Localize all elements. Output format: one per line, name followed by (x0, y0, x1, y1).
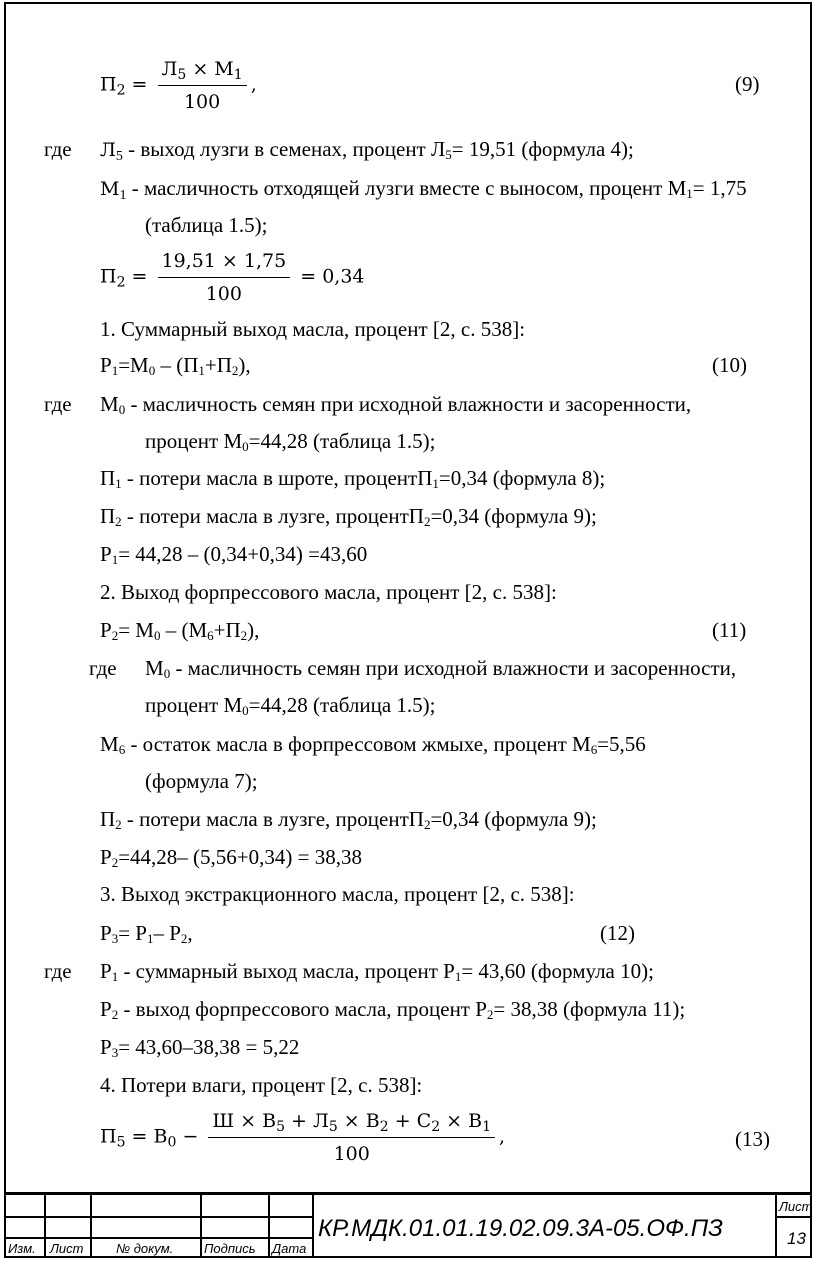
definition-p2: $П_2$ - потери масла в лузге, процентП$_2$=0,34 (формула 9); (100, 504, 597, 529)
where-word: где (44, 137, 72, 161)
definition-m0-b-cont: процент $М_0=44,28$ (таблица 1.5); (145, 693, 436, 718)
item-1-heading: 1. Суммарный выход масла, процент [2, с. 538]: (100, 317, 526, 341)
where-word: где (89, 656, 117, 680)
item-2-heading: 2. Выход форпрессового масла, процент [2, с. 538]: (100, 580, 557, 604)
equation-number-9: (9) (735, 72, 760, 96)
stamp-label-list: Лист (50, 1241, 84, 1256)
stamp-label-sign: Подпись (204, 1241, 256, 1256)
definition-m6: $М_6$ - остаток масла в форпрессовом жмыхе, процент $М_6=5,56$ (100, 732, 646, 757)
where-word: где (44, 959, 72, 983)
formula-9: $П_2$ = $\frac{Л_5 \times М_1}{100}$ , (100, 58, 257, 113)
title-block (4, 1192, 812, 1258)
calc-10: $Р_1= 44,28 - (0,34+0,34) =43,60$ (100, 542, 368, 567)
definition-m1-cont: (таблица 1.5); (145, 213, 268, 237)
equation-number-13: (13) (735, 1127, 770, 1151)
formula-13: $П_5 = В_0$ − $\frac{Ш \times В_5 + Л_5 \times В_2 + С_2 \times В_1}{100}$ , (100, 1110, 506, 1165)
stamp-label-izm: Изм. (8, 1241, 36, 1256)
item-3-heading: 3. Выход экстракционного масла, процент [2, с. 538]: (100, 882, 575, 906)
definition-r1: $Р_1$ - суммарный выход масла, процент $Р_1= 43,60$ (формула 10); (100, 959, 654, 984)
calc-9: $П_2$ = $\frac{19,51 \times 1,75}{100}$ = 0,34 (100, 250, 365, 305)
sheet-number: 13 (787, 1229, 806, 1248)
definition-m6-cont: (формула 7); (145, 769, 258, 793)
calc-11: $Р_2=44,28-$ (5,56+0,34) = 38,38 (100, 845, 362, 870)
stamp-label-date: Дата (272, 1241, 307, 1256)
definition-m0-cont: процент $М_0=44,28$ (таблица 1.5); (145, 429, 436, 454)
formula-11: $Р_2= М_0 - (М_6+П_2)$, (100, 618, 260, 643)
definition-p1: $П_1$ - потери масла в шроте, процентП$_1$=0,34 (формула 8); (100, 466, 606, 491)
formula-12: $Р_3= Р_1-$ $Р_2$, (100, 921, 193, 946)
definition-p2-b: $П_2$ - потери масла в лузге, процентП$_2$=0,34 (формула 9); (100, 807, 597, 832)
sheet-label: Лист (779, 1199, 813, 1214)
where-word: где (44, 392, 72, 416)
definition-m0-b: $М_0$ - масличность семян при исходной влажности и засоренности, (145, 656, 737, 681)
item-4-heading: 4. Потери влаги, процент [2, с. 538]: (100, 1073, 423, 1097)
formula-10: $Р_1=М_0 - (П_1+П_2)$, (100, 353, 251, 378)
definition-l5: Л5 - выход лузги в семенах, процент $Л_5= 19,51$ (формула 4); (100, 137, 634, 164)
definition-r2: $Р_2$ - выход форпрессового масла, процент $Р_2= 38,38$ (формула 11); (100, 997, 686, 1022)
definition-m0: $М_0$ - масличность семян при исходной влажности и засоренности, (100, 392, 692, 417)
definition-m1: М1 - масличность отходящей лузги вместе с выносом, процент $М_1= 1,75$ (100, 176, 747, 203)
equation-number-11: (11) (712, 618, 747, 642)
document-code: КР.МДК.01.01.19.02.09.3А-05.ОФ.ПЗ (318, 1215, 723, 1242)
equation-number-12: (12) (600, 921, 635, 945)
calc-12: $Р_3= 43,60-38,38 = 5,22$ (100, 1035, 300, 1060)
stamp-label-doc: № докум. (116, 1241, 174, 1256)
equation-number-10: (10) (712, 353, 747, 377)
